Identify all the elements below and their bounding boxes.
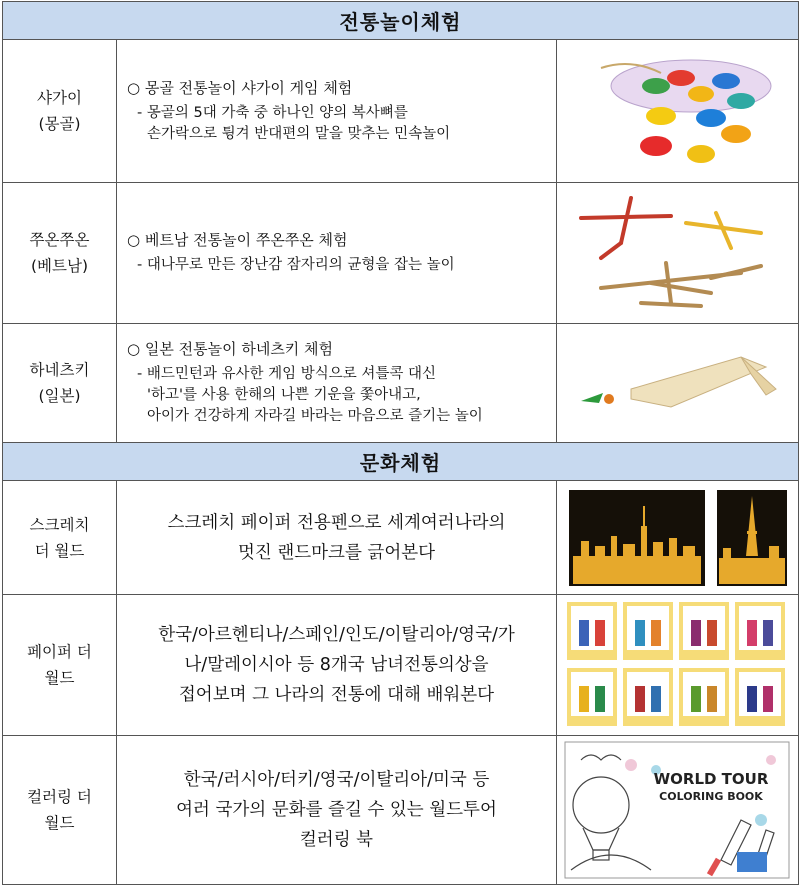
activity-name-line2: (몽골) xyxy=(38,115,81,133)
activity-name-coloring xyxy=(3,736,117,885)
activity-desc-line1: 한국/아르헨티나/스페인/인도/이탈리아/영국/가 xyxy=(158,625,515,645)
activity-desc-line3: 접어보며 그 나라의 전통에 대해 배워본다 xyxy=(178,685,495,705)
activity-detail-line1: - 대나무로 만든 장난감 잠자리의 균형을 잡는 놀이 xyxy=(137,257,455,273)
book-title-line2: COLORING BOOK xyxy=(659,790,763,803)
activity-name-line1: 쭈온쭈온 xyxy=(29,231,90,249)
activity-name-line2: 월드 xyxy=(44,669,75,687)
activity-name-line1: 스크레치 xyxy=(29,515,90,534)
activity-detail-line1: - 몽골의 5대 가축 중 하나인 양의 복사뼈를 xyxy=(137,104,408,121)
shagai-bones-illustration xyxy=(561,46,793,176)
activity-desc-line2: 나/말레이시아 등 8개국 남녀전통의상을 xyxy=(184,655,489,675)
activity-name-line2: 더 월드 xyxy=(34,541,85,560)
activity-desc-line3: 컬러링 북 xyxy=(299,830,374,850)
activity-name-line1: 컬러링 더 xyxy=(27,788,92,806)
activity-desc-chuonchuon xyxy=(117,183,557,324)
activity-name-line2: (일본) xyxy=(38,387,81,405)
scratch-image xyxy=(557,481,799,595)
activity-name-line2: 월드 xyxy=(44,814,75,832)
activity-name-paper xyxy=(3,595,117,736)
activity-title: ○ 베트남 전통놀이 쭈온쭈온 체험 xyxy=(127,231,348,249)
activity-desc-scratch xyxy=(117,481,557,595)
chuonchuon-image xyxy=(557,183,799,324)
activity-name-hanetsuki xyxy=(3,324,117,443)
hanetsuki-paddle-illustration xyxy=(561,329,793,437)
activity-title: ○ 일본 전통놀이 하네츠키 체험 xyxy=(127,340,334,358)
coloring-book-illustration xyxy=(561,740,793,880)
coloring-book-image xyxy=(557,736,799,885)
activity-desc-line2: 여러 국가의 문화를 즐길 수 있는 월드투어 xyxy=(176,800,497,820)
activity-name-line1: 페이퍼 더 xyxy=(27,643,92,661)
activity-detail-line2: '하고'를 사용 한해의 나쁜 기운을 쫓아내고, xyxy=(147,387,421,403)
activity-name-scratch xyxy=(3,481,117,595)
activity-detail-line1: - 배드민턴과 유사한 게임 방식으로 셔틀콕 대신 xyxy=(137,366,437,382)
shagai-image xyxy=(557,40,799,183)
scratch-paper-illustration xyxy=(561,486,793,590)
activity-desc-line1: 스크레치 페이퍼 전용펜으로 세계여러나라의 xyxy=(167,512,506,533)
paper-costume-image xyxy=(557,595,799,736)
section-header-traditional: 전통놀이체험 xyxy=(3,2,799,40)
activity-desc-coloring xyxy=(117,736,557,885)
bamboo-dragonfly-illustration xyxy=(561,188,793,318)
hanetsuki-image xyxy=(557,324,799,443)
paper-costume-cards-illustration xyxy=(561,600,793,730)
section-header-culture: 문화체험 xyxy=(3,443,799,481)
activity-title: ○ 몽골 전통놀이 샤가이 게임 체험 xyxy=(127,78,353,97)
activity-desc-line2: 멋진 랜드마크를 긁어본다 xyxy=(237,542,436,563)
program-table xyxy=(2,1,799,885)
activity-name-chuonchuon xyxy=(3,183,117,324)
activity-desc-line1: 한국/러시아/터키/영국/이탈리아/미국 등 xyxy=(183,770,490,790)
activity-desc-shagai xyxy=(117,40,557,183)
activity-desc-hanetsuki xyxy=(117,324,557,443)
activity-name-line1: 샤가이 xyxy=(37,89,82,107)
book-title-line1: WORLD TOUR xyxy=(653,770,769,788)
activity-name-line1: 하네츠키 xyxy=(29,361,90,379)
activity-detail-line3: 아이가 건강하게 자라길 바라는 마음으로 즐기는 놀이 xyxy=(147,408,483,424)
activity-desc-paper xyxy=(117,595,557,736)
activity-name-shagai xyxy=(3,40,117,183)
activity-name-line2: (베트남) xyxy=(30,257,88,275)
activity-detail-line2: 손가락으로 튕겨 반대편의 말을 맞추는 민속놀이 xyxy=(147,125,451,142)
